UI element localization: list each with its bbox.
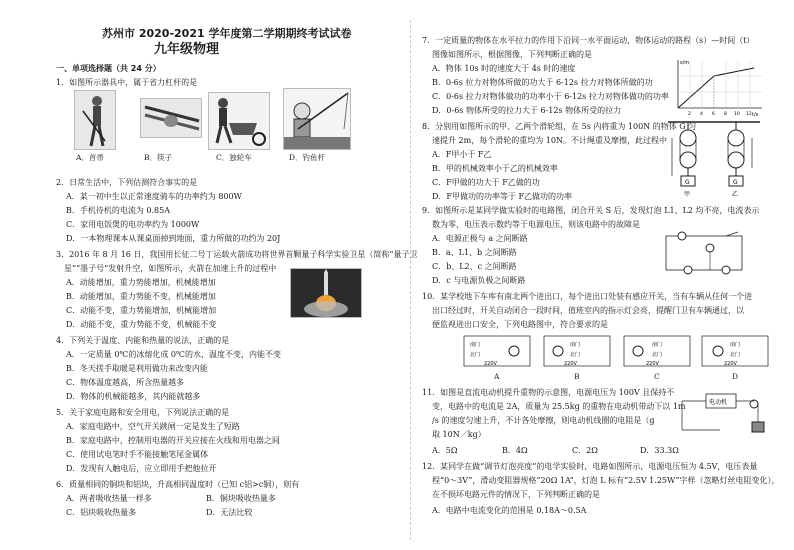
weight-label: G xyxy=(733,179,738,186)
q1-stem: 1．如图所示器具中，属于省力杠杆的是 xyxy=(56,78,198,87)
q5-option-b: B．家庭电路中，控制用电器的开关应接在火线和用电器之间 xyxy=(66,436,280,445)
q4-option-c: C．物体温度越高，所含热量越多 xyxy=(66,378,185,387)
circuit-option-b xyxy=(542,334,612,370)
q2-option-d: D．一本物理课本从课桌面掉到地面，重力所做的功约为 20J xyxy=(66,234,281,243)
q4-option-d: D．物体的机械能越多，其内能就越多 xyxy=(66,392,201,401)
q11-stem-line3: /s 的速度匀速上升，不计各处摩擦，则电动机线圈的电阻是（g xyxy=(432,416,655,425)
q8-stem-line1: 8．分别用如图所示的甲、乙两个滑轮组，在 5s 内将重为 100N 的物体 G 匀 xyxy=(422,122,697,131)
q1-option-d: D．钓鱼杆 xyxy=(289,153,326,162)
rocket-icon xyxy=(291,269,361,317)
pulley-label-yi: 乙 xyxy=(732,191,739,198)
exam-title: 苏州市 2020-2021 学年度第二学期期终考试试卷 xyxy=(102,27,352,40)
s-t-graph xyxy=(668,56,766,118)
graph-xtick: 2 xyxy=(688,112,691,117)
broom-figure-icon xyxy=(75,91,115,149)
q7-stem-line1: 7．一定质量的物体在水平拉力的作用下沿同一水平面运动，物体运动的路程（s）—时间（t） xyxy=(422,36,755,45)
q7-option-d: D．0-6s 物体所受的拉力大于 6-12s 物体所受的拉力 xyxy=(432,106,622,115)
q6-option-b: B．铜块吸收热量多 xyxy=(206,494,276,503)
q5-option-a: A．家庭电路中，空气开关跳闸一定是发生了短路 xyxy=(66,422,240,431)
label-north-gate: 北门 xyxy=(570,352,581,358)
q11-option-c: C．2Ω xyxy=(572,446,598,455)
q11-stem-line2: 变，电路中的电流是 2A，质量为 25.5kg 的重物在电动机带动下以 1m xyxy=(432,402,686,411)
q6-option-a: A．两者吸收热量一样多 xyxy=(66,494,152,503)
q3-stem-line1: 3．2016 年 8 月 16 日，我国用长征二号丁运载火箭成功将世界首颗量子科学实验卫星（简称“量子卫 xyxy=(56,250,418,259)
q11-option-a: A．5Ω xyxy=(432,446,458,455)
q7-option-c: C．0-6s 拉力对物体做功的功率小于 6-12s 拉力对物体做功的功率 xyxy=(432,92,669,101)
graph-xlabel: t/s xyxy=(752,112,759,118)
q1-option-c: C．独轮车 xyxy=(216,153,252,162)
pulley-icon xyxy=(728,152,744,168)
ammeter-icon xyxy=(678,232,686,240)
q8-option-d: D．F甲做功的功率等于 F乙做功的功率 xyxy=(432,192,573,201)
graph-xtick: 12 xyxy=(746,112,752,117)
circuit-option-c xyxy=(622,334,692,370)
switch-icon xyxy=(726,232,738,236)
circuit-label-c: C xyxy=(654,372,660,381)
q1-option-a: A．首帚 xyxy=(76,153,104,162)
voltmeter-icon xyxy=(706,244,714,252)
label-voltage: 220V xyxy=(724,361,737,367)
q9-option-d: D．c 与电源负极之间断路 xyxy=(432,276,526,285)
motor-label: 电动机 xyxy=(709,399,728,406)
label-south-gate: 南门 xyxy=(470,342,481,348)
pulley-label-jia: 甲 xyxy=(684,191,691,198)
label-south-gate: 南门 xyxy=(730,342,741,348)
fishing-rod-icon xyxy=(284,89,350,149)
q5-stem: 5．关于家庭电路和安全用电，下列说法正确的是 xyxy=(56,408,230,417)
label-north-gate: 北门 xyxy=(652,352,663,358)
label-voltage: 220V xyxy=(564,361,577,367)
circuit-label-a: A xyxy=(494,372,500,381)
q9-option-b: B．a、L1、b 之间断路 xyxy=(432,248,517,257)
q8-option-b: B．甲的机械效率小于乙的机械效率 xyxy=(432,164,558,173)
graph-xtick: 4 xyxy=(700,112,703,117)
fishing-rod-image xyxy=(283,88,351,150)
q12-option-a: A．电路中电流变化的范围是 0.18A～0.5A xyxy=(432,506,587,515)
q6-option-d: D．无法比较 xyxy=(206,508,253,517)
q6-stem: 6．质量相同的铜块和铝块，升高相同温度时（已知 c铝>c铜），则有 xyxy=(56,480,300,489)
q4-option-b: B．冬天搓手取暖是利用做功来改变内能 xyxy=(66,364,208,373)
q2-option-b: B．手机待机的电流为 0.85A xyxy=(66,206,171,215)
q2-stem: 2．日常生活中，下列估测符合事实的是 xyxy=(56,178,198,187)
section-heading: 一、单项选择题（共 24 分） xyxy=(56,64,161,73)
q3-option-c: C．动能不变，重力势能增加，机械能增加 xyxy=(66,306,217,315)
wheelbarrow-image xyxy=(208,92,270,150)
weight-label: G xyxy=(685,179,690,186)
q8-option-a: A．F甲小于 F乙 xyxy=(432,150,492,159)
pulley-diagram xyxy=(666,118,762,198)
label-north-gate: 北门 xyxy=(730,352,741,358)
q12-stem-line2: 程“0～3V”，滑动变阻器规格“20Ω 1A”，灯泡 L 标有“2.5V 1.25W”字样（忽略灯丝电阻变化）， xyxy=(432,476,780,485)
lamp-icon xyxy=(633,346,643,356)
q11-stem-line4: 取 10N／kg） xyxy=(432,430,486,439)
circuit-label-b: B xyxy=(574,372,580,381)
pulley-icon xyxy=(680,152,696,168)
q9-stem-line1: 9．如图所示是某同学做实验时的电路图，闭合开关 S 后，发现灯泡 L1、L2 均不亮，电流表示 xyxy=(422,206,760,215)
graph-line xyxy=(678,68,754,108)
lamp-icon xyxy=(684,266,692,274)
lamp-icon xyxy=(713,346,723,356)
pulley-icon xyxy=(680,130,696,146)
q3-stem-line2: 星”“墨子号”发射升空，如图所示，火箭在加速上升的过程中 xyxy=(64,264,277,273)
q2-option-a: A．某一初中生以正常速度骑车的功率约为 800W xyxy=(66,192,242,201)
q1-option-b: B．筷子 xyxy=(144,153,173,162)
q3-option-d: D．动能不变，重力势能不变，机械能不变 xyxy=(66,320,217,329)
label-south-gate: 南门 xyxy=(570,342,581,348)
q8-stem-line2: 速提升 2m，每个滑轮的重均为 10N。不计绳重及摩擦，此过程中 xyxy=(432,136,667,145)
weight-icon xyxy=(752,422,764,432)
q8-option-c: C．F甲做的功大于 F乙做的功 xyxy=(432,178,540,187)
circuit-label-d: D xyxy=(732,372,739,381)
q11-option-d: D．33.3Ω xyxy=(640,446,679,455)
q7-stem-line2: 图像如图所示，根据图像，下列判断正确的是 xyxy=(432,50,592,59)
q6-option-c: C．铝块吸收热量多 xyxy=(66,508,137,517)
label-voltage: 220V xyxy=(646,361,659,367)
q5-option-c: C．使用试电笔时手不能接触笔尾金属体 xyxy=(66,450,209,459)
graph-ylabel: s/m xyxy=(680,60,690,66)
q12-stem-line3: 在不损坏电路元件的情况下，下列判断正确的是 xyxy=(432,490,600,499)
q10-stem-line2: 出口经过时，开关自动闭合一段时间，值班室内的指示灯会亮，提醒门卫有车辆通过，以 xyxy=(432,306,744,315)
column-divider xyxy=(410,20,411,540)
graph-xtick: 6 xyxy=(712,112,715,117)
label-south-gate: 南门 xyxy=(652,342,663,348)
wheelbarrow-icon xyxy=(209,93,269,149)
q4-option-a: A．一定质量 0℃的冰熔化成 0℃的水，温度不变，内能不变 xyxy=(66,350,281,359)
q9-stem-line2: 数为零，电压表示数约等于电源电压，则该电路中的故障是 xyxy=(432,220,640,229)
lamp-icon xyxy=(722,266,730,274)
lamp-icon xyxy=(553,346,563,356)
rocket-launch-image xyxy=(290,268,362,318)
chopsticks-icon xyxy=(141,99,201,137)
q11-stem-line1: 11．如图是直流电动机提升重物的示意图，电源电压为 100V 且保持不 xyxy=(422,388,675,397)
graph-xtick: 8 xyxy=(724,112,727,117)
pulley-icon xyxy=(728,130,744,146)
q12-stem-line1: 12．某同学在做“调节灯泡亮度”的电学实验时，电路如图所示，电源电压恒为 4.5V，电压表量 xyxy=(422,462,758,471)
lamp-icon xyxy=(509,346,519,356)
q9-circuit-diagram xyxy=(660,228,748,278)
label-north-gate: 北门 xyxy=(470,352,481,358)
q5-option-d: D．发现有人触电后，应立即用手把他拉开 xyxy=(66,464,217,473)
q9-option-c: C．b、L2、c 之间断路 xyxy=(432,262,517,271)
q11-option-b: B．4Ω xyxy=(502,446,528,455)
graph-xtick: 10 xyxy=(734,112,740,117)
q7-option-a: A．物体 10s 时的速度大于 4s 时的速度 xyxy=(432,64,576,73)
circuit-option-a xyxy=(462,334,532,370)
q9-option-a: A．电源正极与 a 之间断路 xyxy=(432,234,528,243)
q3-option-b: B．动能增加，重力势能不变，机械能增加 xyxy=(66,292,216,301)
q10-stem-line3: 便监视进出口安全，下列电路图中，符合要求的是 xyxy=(432,320,608,329)
q3-option-a: A．动能增加，重力势能增加，机械能增加 xyxy=(66,278,216,287)
circuit-option-d xyxy=(700,334,770,370)
q7-option-b: B．0-6s 拉力对物体所做的功大于 6-12s 拉力对物体所做的功 xyxy=(432,78,653,87)
label-voltage: 220V xyxy=(484,361,497,367)
broom-image xyxy=(74,90,116,150)
q10-stem-line1: 10．某学校地下车库有南北两个进出口，每个进出口处装有感应开关，当有车辆从任何一个进 xyxy=(422,292,753,301)
motor-diagram xyxy=(680,390,766,436)
chopsticks-image xyxy=(140,98,202,138)
exam-subject: 九年级物理 xyxy=(154,42,220,57)
q4-stem: 4．下列关于温度、内能和热量的说法，正确的是 xyxy=(56,336,230,345)
q2-option-c: C．家用电饭煲的电功率约为 1000W xyxy=(66,220,200,229)
